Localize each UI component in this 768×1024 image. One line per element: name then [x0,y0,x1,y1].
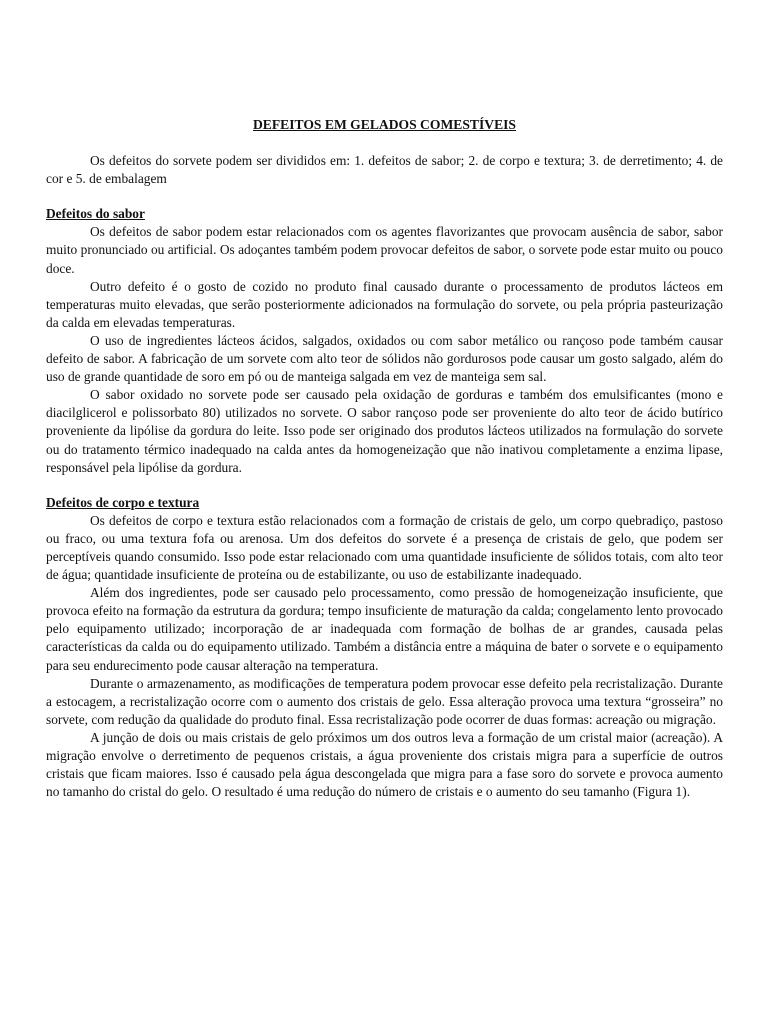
paragraph: Os defeitos de corpo e textura estão relacionados com a formação de cristais de gelo, um corpo quebradiço, pastoso ou fraco, ou uma textura fofa ou arenosa. Um dos defeitos do sorvete é a presença de cristais de gelo, que podem ser perceptíveis quando consumido. Isso pode estar relacionado com uma quantidade insuficiente de sólidos totais, com alto teor de água; quantidade insuficiente de proteína ou de estabilizante, ou uso de estabilizante inadequado. [46,512,723,583]
intro-paragraph: Os defeitos do sorvete podem ser divididos em: 1. defeitos de sabor; 2. de corpo e textura; 3. de derretimento; 4. de cor e 5. de embalagem [46,153,723,187]
document-page [46,116,723,801]
paragraph: A junção de dois ou mais cristais de gelo próximos um dos outros leva a formação de um cristal maior (acreação). A migração envolve o derretimento de pequenos cristais, a água proveniente dos cristais migra para a superfície de outros cristais que ficam maiores. Isso é causado pela água descongelada que migra para a fase soro do sorvete e provoca aumento no tamanho do cristal do gelo. O resultado é uma redução do número de cristais e o aumento do seu tamanho (Figura 1). [46,729,723,800]
paragraph: Além dos ingredientes, pode ser causado pelo processamento, como pressão de homogeneização insuficiente, que provoca efeito na formação da estrutura da gordura; tempo insuficiente de maturação da calda; congelamento lento provocado pelo equipamento utilizado; incorporação de ar inadequada com formação de bolhas de ar grandes, causada pelas características da calda ou do equipamento utilizado. Também a distância entre a máquina de bater o sorvete e o equipamento para seu endurecimento pode causar alteração na temperatura. [46,585,723,673]
section-flavor-defects [46,205,723,476]
section-heading-flavor: Defeitos do sabor [46,206,145,222]
paragraph: O sabor oxidado no sorvete pode ser causado pela oxidação de gorduras e também dos emulsificantes (mono e diacilglicerol e polissorbato 80) utilizados no sorvete. O sabor rançoso pode ser proveniente do alto teor de ácido butírico proveniente da lipólise da gordura do leite. Isso pode ser originado dos produtos lácteos utilizados na formulação do sorvete ou do tratamento térmico inadequado na calda antes da homogeneização que não inativou completamente a enzima lipase, responsável pela lipólise da gordura. [46,387,723,475]
paragraph: Durante o armazenamento, as modificações de temperatura podem provocar esse defeito pela recristalização. Durante a estocagem, a recristalização ocorre com o aumento dos cristais de gelo. Essa alteração provoca uma textura “grosseira” no sorvete, com redução da qualidade do produto final. Essa recristalização pode ocorrer de duas formas: acreação ou migração. [46,675,723,727]
section-body-texture-defects [46,494,723,802]
paragraph: Outro defeito é o gosto de cozido no produto final causado durante o processamento de produtos lácteos em temperaturas muito elevadas, que serão posteriormente adicionados na formulação do sorvete, ou pela própria pasteurização da calda em elevadas temperaturas. [46,278,723,330]
paragraph: Os defeitos de sabor podem estar relacionados com os agentes flavorizantes que provocam ausência de sabor, sabor muito pronunciado ou artificial. Os adoçantes também podem provocar defeitos de sabor, o sorvete pode estar muito ou pouco doce. [46,224,723,276]
document-title: DEFEITOS EM GELADOS COMESTÍVEIS [252,117,516,132]
section-heading-body-texture: Defeitos de corpo e textura [46,494,200,510]
paragraph: O uso de ingredientes lácteos ácidos, salgados, oxidados ou com sabor metálico ou rançoso pode também causar defeito de sabor. A fabricação de um sorvete com alto teor de sólidos não gordurosos pode causar um gosto salgado, além do uso de grande quantidade de soro em pó ou de manteiga salgada em vez de manteiga sem sal. [46,332,723,385]
